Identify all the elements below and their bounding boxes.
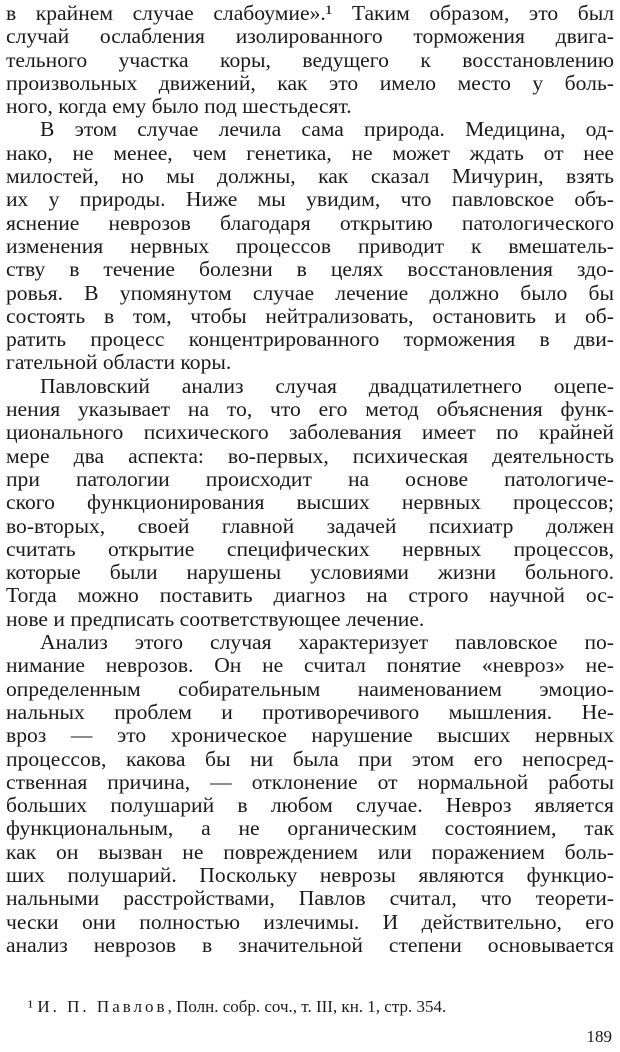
text-line: яснение неврозов благодаря открытию патологического [6,211,614,235]
footnote-author: И. П. Павлов [37,997,168,1016]
text-line: нове и предписать соответствующее лечение. [6,607,425,631]
text-line: анализ неврозов в значительной степени основывается [6,933,614,957]
text-line: ственная причина, — отклонение от нормальной работы [6,770,614,794]
text-line: во-вторых, своей главной задачей психиатр должен [6,514,614,538]
text-line: нако, не менее, чем генетика, не может ждать от нее [6,141,614,165]
text-line: милостей, но мы должны, как сказал Мичурин, взять [6,165,614,189]
text-line: больших полушарий в любом случае. Невроз является [6,794,614,818]
text-line: Павловский анализ случая двадцатилетнего оцепе- [40,374,614,398]
page-number: 189 [586,1027,612,1046]
text-line: определенным собирательным наименованием эмоцио- [6,677,614,701]
text-line: нения указывает на то, что его метод объяснения функ- [6,398,614,422]
text-line: ского функционирования высших нервных процессов; [6,491,614,515]
text-line: В этом случае лечила сама природа. Медицина, од- [40,118,614,142]
text-line: ратить процесс концентрированного торможения в дви- [6,328,614,352]
text-line: считать открытие специфических нервных процессов, [6,537,614,561]
text-line: случай ослабления изолированного торможения двига- [6,25,614,49]
footnote-marker: ¹ [28,997,34,1016]
text-line: ного, когда ему было под шестьдесят. [6,95,352,119]
text-line: функциональным, а не органическим состоянием, так [6,817,614,841]
text-line: ству в течение болезни в целях восстановления здо- [6,258,614,282]
text-line: чески они полностью излечимы. И действительно, его [6,910,614,934]
text-line: которые были нарушены условиями жизни больного. [6,561,614,585]
text-line: произвольных движений, как это имело место у боль- [6,71,614,95]
text-line: изменения нервных процессов приводит к вмешатель- [6,234,614,258]
text-line: Тогда можно поставить диагноз на строго научной ос- [6,584,614,608]
footnote-source: , Полн. собр. соч., т. III, кн. 1, стр. 354. [167,997,447,1016]
text-line: Анализ этого случая характеризует павловское по- [40,631,614,655]
text-line: нальными расстройствами, Павлов считал, что теорети- [6,887,614,911]
text-line: их у природы. Ниже мы увидим, что павловское объ- [6,188,614,212]
text-line: гательной области коры. [6,351,232,375]
footnote-line [28,997,446,1017]
text-line: в крайнем случае слабоумие».¹ Таким образом, это был [6,2,614,25]
text-line: ших полушарий. Поскольку неврозы являются функцио- [6,863,614,887]
body-text [6,2,614,957]
text-line: ровья. В упомянутом случае лечение должно было бы [6,281,614,305]
text-line: ционального психического заболевания имеет по крайней [6,421,614,445]
text-line: нимание неврозов. Он не считал понятие «невроз» не- [6,654,614,678]
text-line: состоять в том, чтобы нейтрализовать, остановить и об- [6,304,614,328]
text-line: как он вызван не повреждением или поражением боль- [6,840,614,864]
text-line: тельного участка коры, ведущего к восстановлению [6,48,614,72]
text-line: нальных проблем и противоречивого мышления. Не- [6,700,614,724]
text-line: процессов, какова бы ни была при этом его непосред- [6,747,614,771]
text-line: вроз — это хроническое нарушение высших нервных [6,724,614,748]
text-line: при патологии происходит на основе патологиче- [6,467,614,491]
text-line: мере два аспекта: во-первых, психическая деятельность [6,444,614,468]
